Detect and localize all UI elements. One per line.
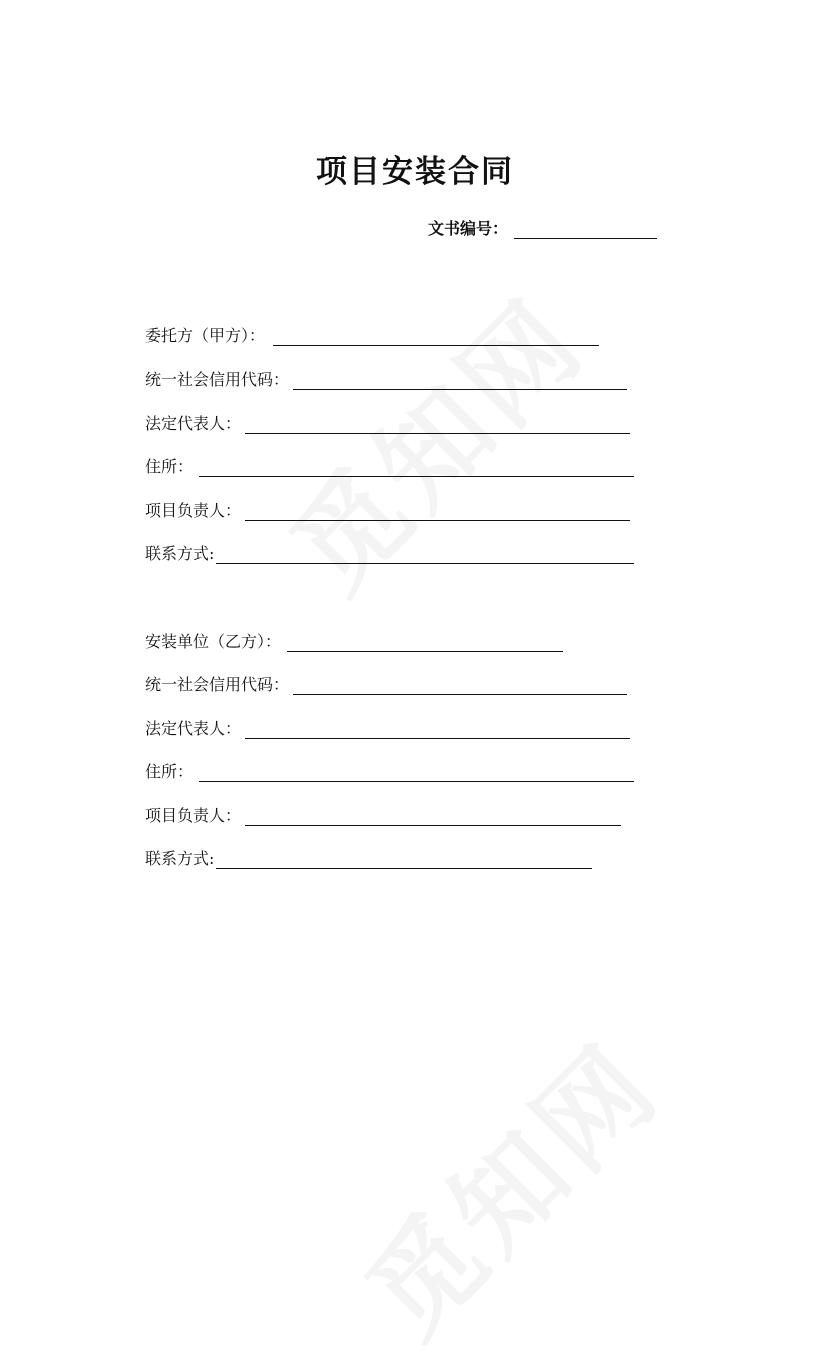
party-a-name-label: 委托方（甲方）： <box>145 326 266 345</box>
party-a-contact-blank[interactable] <box>216 545 634 564</box>
doc-number-label: 文书编号： <box>428 219 509 238</box>
party-b-credit-code-blank[interactable] <box>293 676 627 695</box>
doc-number-blank[interactable] <box>514 218 657 239</box>
party-b-credit-code-label: 统一社会信用代码： <box>145 675 290 694</box>
party-b-contact-blank[interactable] <box>216 850 592 869</box>
party-b-name-label: 安装单位（乙方）： <box>145 632 282 651</box>
party-a-contact-label: 联系方式: <box>145 544 215 563</box>
watermark <box>251 258 613 620</box>
party-b-address-row <box>145 760 634 782</box>
party-a-contact-row <box>145 542 634 564</box>
party-a-name-blank[interactable] <box>273 327 599 346</box>
party-a-credit-code-row <box>145 368 627 390</box>
party-b-project-lead-row <box>145 804 621 826</box>
party-b-name-blank[interactable] <box>287 633 563 652</box>
party-a-legal-rep-row <box>145 412 630 434</box>
party-a-address-row <box>145 455 634 477</box>
party-b-credit-code-row <box>145 673 627 695</box>
party-a-address-label: 住所： <box>145 457 194 476</box>
party-b-project-lead-blank[interactable] <box>245 807 621 826</box>
party-b-contact-label: 联系方式: <box>145 849 215 868</box>
party-b-legal-rep-label: 法定代表人： <box>145 719 242 738</box>
party-a-name-row <box>145 324 599 346</box>
party-b-legal-rep-row <box>145 717 630 739</box>
doc-number-field <box>428 216 657 239</box>
party-a-credit-code-label: 统一社会信用代码： <box>145 370 290 389</box>
party-a-legal-rep-blank[interactable] <box>245 415 630 434</box>
party-b-contact-row <box>145 847 592 869</box>
party-a-project-lead-row <box>145 499 630 521</box>
party-b-name-row <box>145 630 563 652</box>
party-a-legal-rep-label: 法定代表人： <box>145 414 242 433</box>
party-b-project-lead-label: 项目负责人： <box>145 806 242 825</box>
document-title: 项目安装合同 <box>316 154 514 190</box>
party-b-address-label: 住所： <box>145 762 194 781</box>
party-a-project-lead-blank[interactable] <box>245 502 630 521</box>
party-b-legal-rep-blank[interactable] <box>245 720 630 739</box>
party-b-address-blank[interactable] <box>199 763 634 782</box>
party-a-address-blank[interactable] <box>199 458 634 477</box>
party-a-project-lead-label: 项目负责人： <box>145 501 242 520</box>
party-a-credit-code-blank[interactable] <box>293 371 627 390</box>
watermark-bottom <box>326 1003 688 1365</box>
